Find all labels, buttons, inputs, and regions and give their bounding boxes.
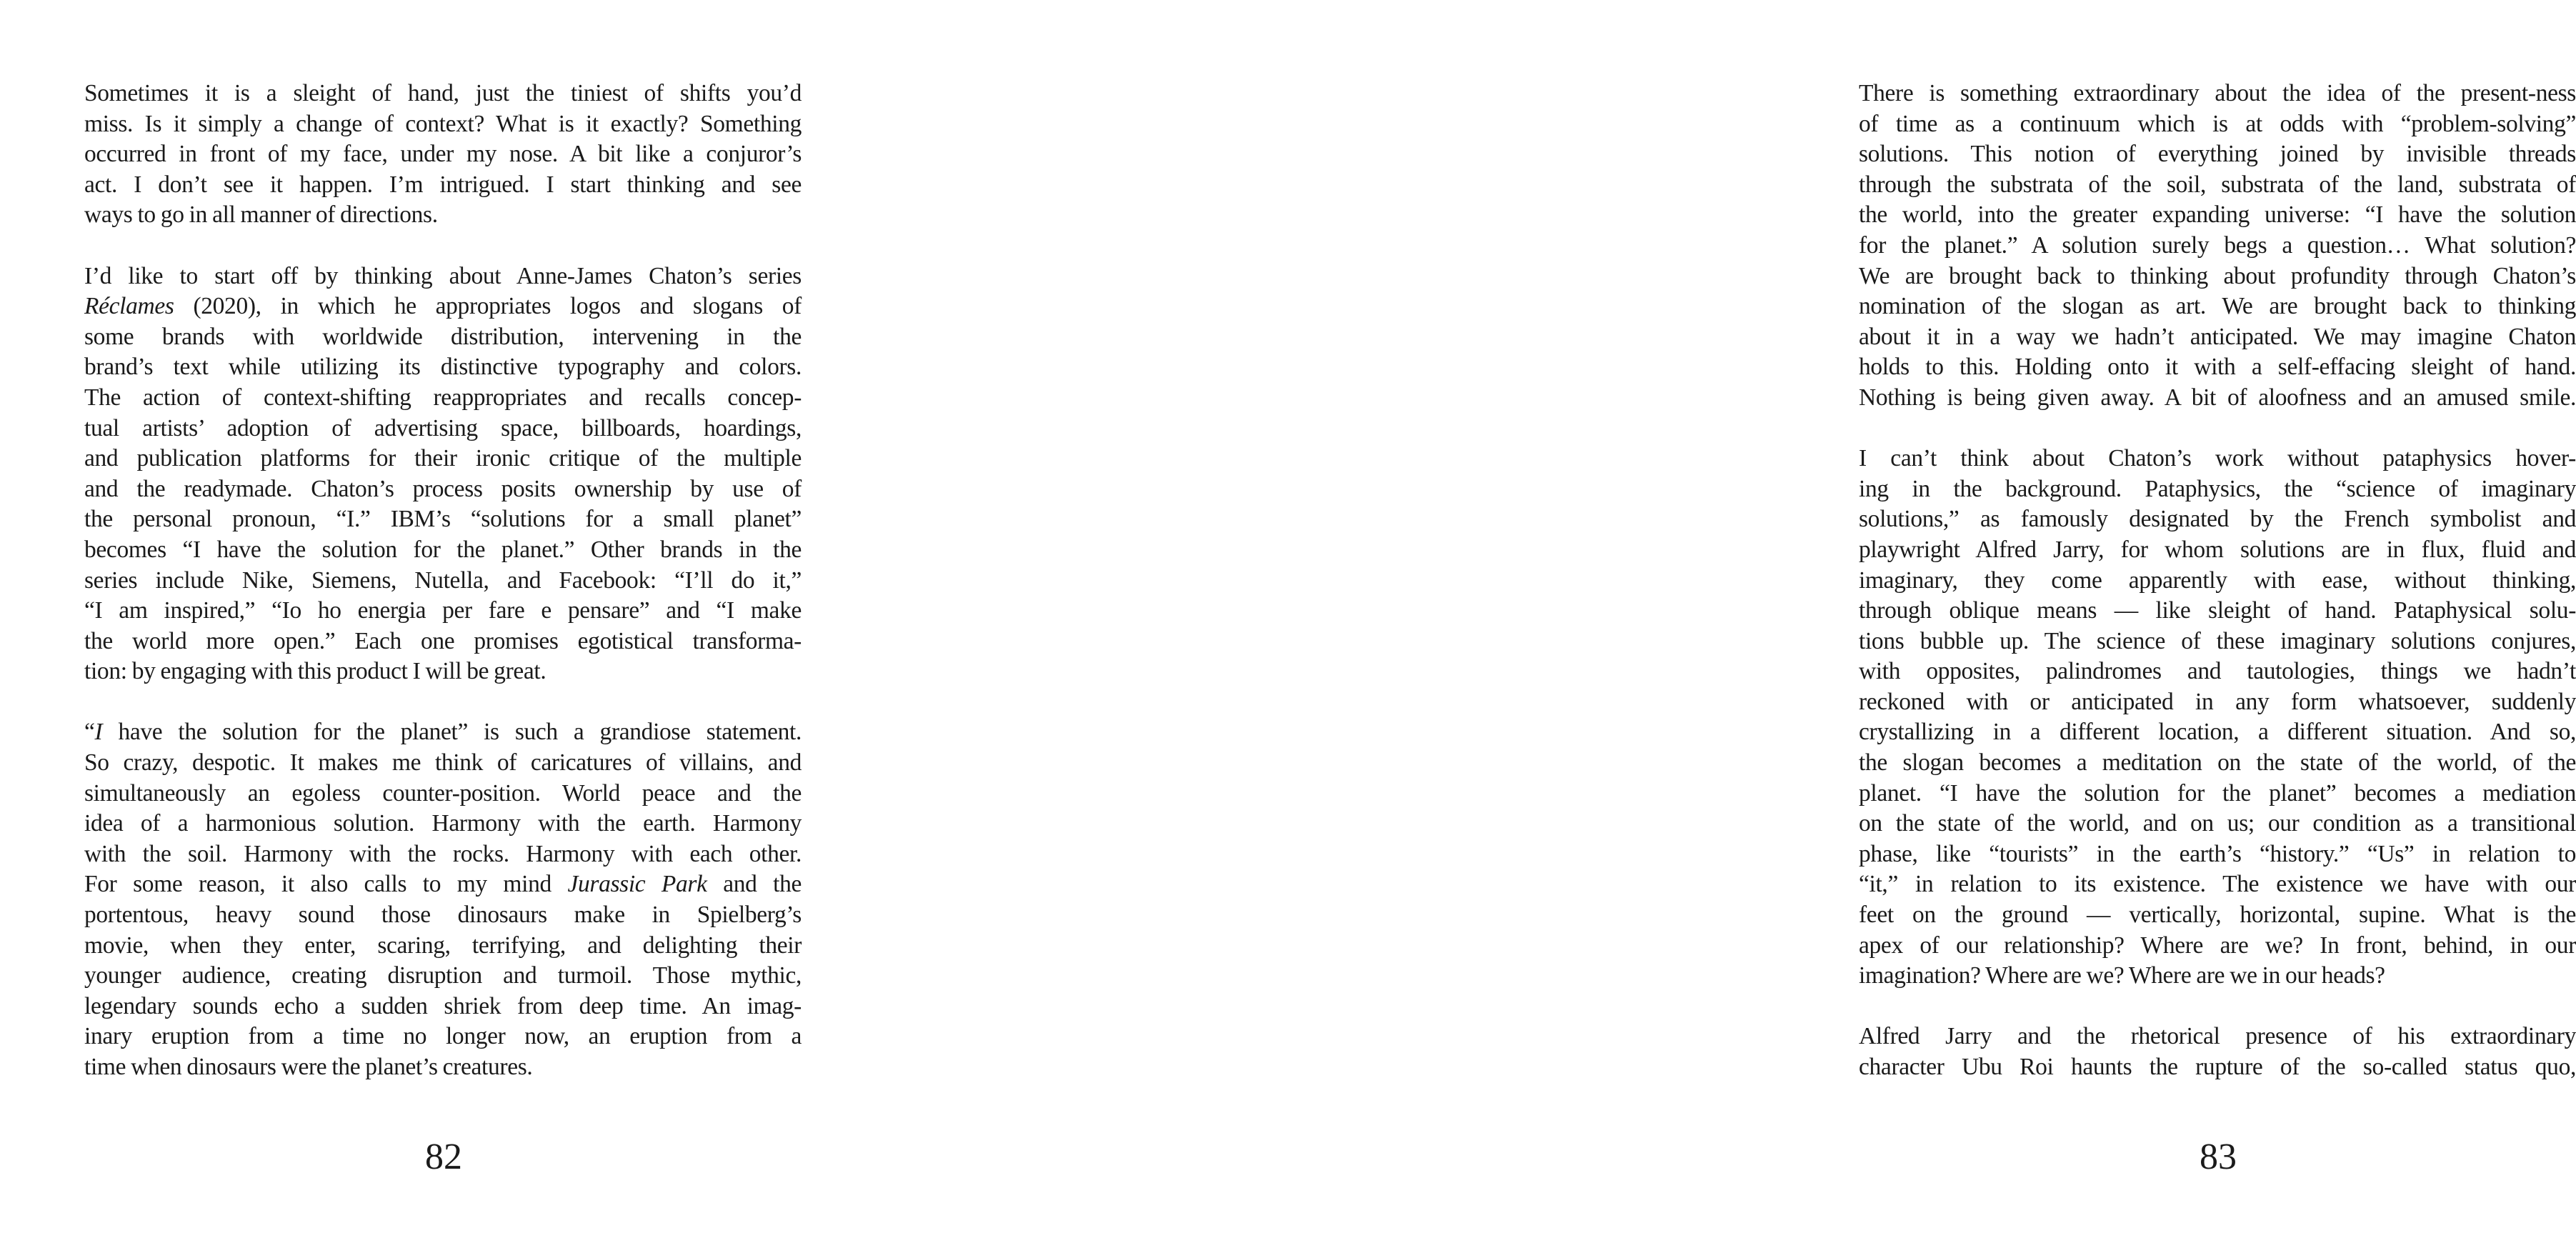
text-line: becomes “I have the solution for the planet.” Other brands in the: [84, 536, 802, 563]
text-line-with-italic-jurassic-park: For some reason, it also calls to my mind Jurassic Park and the: [84, 871, 802, 898]
text-line: reckoned with or anticipated in any form whatsoever, suddenly: [1859, 688, 2576, 715]
text-line: Nothing is being given away. A bit of aloofness and an amused smile.: [1859, 384, 2576, 411]
text-line-with-italic-i: “I have the solution for the planet” is such a grandiose statement.: [84, 719, 802, 746]
text-line: brand’s text while utilizing its distinctive typography and colors.: [84, 354, 802, 381]
text-line: ing in the background. Pataphysics, the “science of imaginary: [1859, 475, 2576, 502]
text-line: tions bubble up. The science of these imaginary solutions conjures,: [1859, 627, 2576, 654]
text-line: “I am inspired,” “Io ho energia per fare e pensare” and “I make: [84, 597, 802, 624]
text-line: There is something extraordinary about the idea of the present-ness: [1859, 80, 2576, 106]
text-line: phase, like “tourists” in the earth’s “history.” “Us” in relation to: [1859, 840, 2576, 867]
text-line: crystallizing in a different location, a different situation. And so,: [1859, 719, 2576, 746]
paragraph-reclames: [84, 261, 802, 687]
page-number-right: 83: [2200, 1137, 2237, 1177]
text-line: and the readymade. Chaton’s process posits ownership by use of: [84, 475, 802, 502]
right-page: [886, 0, 2576, 1253]
text-line-remainder: (2020), in which he appropriates logos and slogans of: [174, 293, 802, 320]
text-line: the slogan becomes a meditation on the state of the world, of the: [1859, 749, 2576, 777]
text-line: nomination of the slogan as art. We are brought back to thinking: [1859, 293, 2576, 320]
text-line: legendary sounds echo a sudden shriek from deep time. An imag-: [84, 992, 802, 1019]
text-line: the world, into the greater expanding universe: “I have the solution: [1859, 201, 2576, 229]
italic-title-reclames: Réclames: [84, 293, 174, 320]
text-line: the personal pronoun, “I.” IBM’s “solutions for a small planet”: [84, 506, 802, 533]
text-line: holds to this. Holding onto it with a self-effacing sleight of hand.: [1859, 354, 2576, 381]
text-line: “it,” in relation to its existence. The existence we have with our: [1859, 871, 2576, 898]
text-line: ways to go in all manner of directions.: [84, 201, 438, 229]
text-line: of time as a continuum which is at odds with “problem-solving”: [1859, 110, 2576, 137]
italic-span: Jurassic Park: [567, 871, 707, 898]
text-line: portentous, heavy sound those dinosaurs make in Spielberg’s: [84, 902, 802, 929]
text-line: imaginary, they come apparently with ease, without thinking,: [1859, 566, 2576, 594]
text-line: some brands with worldwide distribution, intervening in the: [84, 323, 802, 350]
text-line: So crazy, despotic. It makes me think of caricatures of villains, and: [84, 749, 802, 777]
paragraph-present-ness: [1859, 79, 2576, 414]
text-line: movie, when they enter, scaring, terrifying, and delighting their: [84, 932, 802, 959]
text-line: and publication platforms for their ironic critique of the multiple: [84, 445, 802, 472]
text-line: act. I don’t see it happen. I’m intrigued. I start thinking and see: [84, 171, 802, 198]
text-line: series include Nike, Siemens, Nutella, and Facebook: “I’ll do it,”: [84, 566, 802, 594]
page-number-left: 82: [425, 1137, 462, 1177]
left-page-body: [84, 79, 802, 1113]
text-line: on the state of the world, and on us; our condition as a transitional: [1859, 810, 2576, 837]
text-line: playwright Alfred Jarry, for whom solutions are in flux, fluid and: [1859, 536, 2576, 563]
text-line-with-italic-title: [84, 291, 802, 322]
text-line: simultaneously an egoless counter-position. World peace and the: [84, 779, 802, 807]
paragraph-ubu-roi: [1859, 1022, 2576, 1082]
text-line: feet on the ground — vertically, horizontal, supine. What is the: [1859, 902, 2576, 929]
text-line: apex of our relationship? Where are we? In front, behind, in our: [1859, 932, 2576, 959]
text-line: We are brought back to thinking about profundity through Chaton’s: [1859, 262, 2576, 289]
text-line: with opposites, palindromes and tautologies, things we hadn’t: [1859, 658, 2576, 685]
text-line: planet. “I have the solution for the planet” becomes a mediation: [1859, 779, 2576, 807]
text-line: tual artists’ adoption of advertising space, billboards, hoardings,: [84, 414, 802, 441]
text-line: the world more open.” Each one promises egotistical transforma-: [84, 627, 802, 654]
text-line: I’d like to start off by thinking about Anne-James Chaton’s series: [84, 262, 802, 289]
text-line: character Ubu Roi haunts the rupture of the so-called status quo,: [1859, 1054, 2576, 1080]
text-line: Alfred Jarry and the rhetorical presence of his extraordinary: [1859, 1023, 2576, 1050]
text-line: tion: by engaging with this product I will be great.: [84, 658, 546, 685]
text-line: about it in a way we hadn’t anticipated. We may imagine Chaton: [1859, 323, 2576, 350]
paragraph-sleight-of-hand: [84, 79, 802, 231]
text-line: time when dinosaurs were the planet’s creatures.: [84, 1054, 533, 1080]
text-line: solutions,” as famously designated by the French symbolist and: [1859, 506, 2576, 533]
text-line: younger audience, creating disruption and turmoil. Those mythic,: [84, 962, 802, 989]
text-line: through the substrata of the soil, substrata of the land, substrata of: [1859, 171, 2576, 198]
paragraph-pataphysics: [1859, 444, 2576, 992]
paragraph-grandiose-statement: [84, 717, 802, 1082]
text-line: idea of a harmonious solution. Harmony with the earth. Harmony: [84, 810, 802, 837]
text-line: with the soil. Harmony with the rocks. Harmony with each other.: [84, 840, 802, 867]
italic-span: I: [94, 719, 103, 746]
text-line: Sometimes it is a sleight of hand, just the tiniest of shifts you’d: [84, 80, 802, 106]
text-line: inary eruption from a time no longer now, an eruption from a: [84, 1023, 802, 1050]
left-page: [0, 0, 886, 1253]
text-line: I can’t think about Chaton’s work without pataphysics hover-: [1859, 445, 2576, 472]
text-line: imagination? Where are we? Where are we in our heads?: [1859, 962, 2385, 989]
text-line: through oblique means — like sleight of hand. Pataphysical solu-: [1859, 597, 2576, 624]
text-line: The action of context-shifting reappropriates and recalls concep-: [84, 384, 802, 411]
text-line: miss. Is it simply a change of context? What is it exactly? Something: [84, 110, 802, 137]
text-line: for the planet.” A solution surely begs a question… What solution?: [1859, 231, 2576, 259]
right-page-body: [1859, 79, 2576, 1113]
text-line: solutions. This notion of everything joined by invisible threads: [1859, 141, 2576, 168]
text-line: occurred in front of my face, under my nose. A bit like a conjuror’s: [84, 141, 802, 168]
